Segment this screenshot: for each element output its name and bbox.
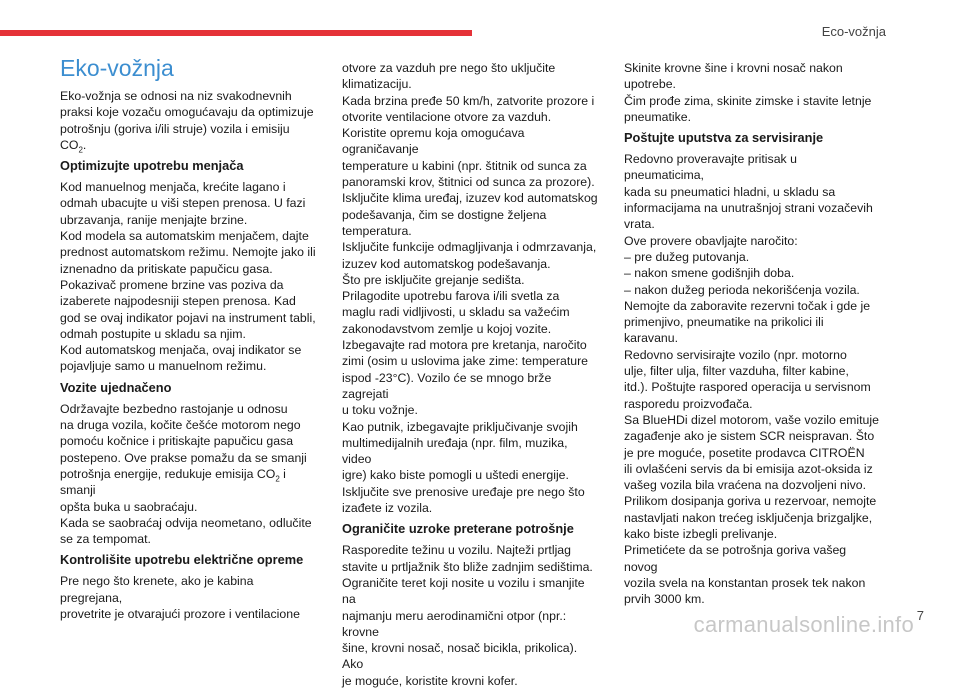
paragraph-roof-tyres: Skinite krovne šine i krovni nosač nakon upotrebe. Čim prođe zima, skinite zimske i stavite letnje pneumatike.	[624, 61, 872, 124]
heading-excess-consumption: Ograničite uzroke preterane potrošnje	[342, 521, 574, 537]
header-title: Eco-vožnja	[821, 24, 886, 39]
paragraph-servicing: Redovno proveravajte pritisak u pneumaticima, kada su pneumatici hladni, u skladu sa informacijama na unutrašnjoj strani vozačevih vrata. Ove provere obavljajte naročito: – pre dužeg putovanja. – nakon smene godišnjih doba. – nakon dužeg perioda nekorišćenja vozila. Nemojte da zaboravite rezervni točak i gde je primenjivo, pneumatike na prikolici ili karavanu. Redovno servisirajte vozilo (npr. motorno ulje, filter ulja, filter vazduha, filter kabine, itd.). Poštujte raspored operacija u servisnom rasporedu proizvođača. Sa BlueHDi dizel motorom, vaše vozilo emituje zagađenje ako je sistem SCR neispravan. Što je pre moguće, posetite prodavca CITROËN ili ovlašćeni servis da bi emisija azot-oksida iz vašeg vozila bila vraćena na dozvoljeni nivo. Prilikom dosipanja goriva u rezervoar, nemojte nastavljati nakon trećeg isključenja brizgaljke, kako biste izbegli prelivanje. Primetićete da se potrošnja goriva vašeg novog vozila svela na konstantan prosek tek nakon prvih 3000 km.	[624, 152, 879, 607]
intro-text: Eko-vožnja se odnosi na niz svakodnevnih praksi koje vozaču omogućavaju da optimizuje potrošnju (goriva i/ili struje) vozila i emisiju CO	[60, 89, 314, 152]
heading-electrical-equipment: Kontrolišite upotrebu električne opreme	[60, 552, 304, 568]
paragraph-drive-smoothly	[60, 401, 316, 548]
column-3	[624, 60, 880, 608]
header-accent-bar	[0, 30, 472, 36]
paragraph-electrical-equipment: Pre nego što krenete, ako je kabina pregrejana, provetrite je otvarajući prozore i ventilacione	[60, 574, 300, 622]
column-2	[342, 60, 598, 689]
column-1	[60, 54, 316, 622]
heading-servicing: Poštujte uputstva za servisiranje	[624, 130, 824, 146]
intro-subscript: 2	[78, 145, 83, 155]
page-title: Eko-vožnja	[60, 55, 174, 81]
heading-drive-smoothly: Vozite ujednačeno	[60, 379, 172, 395]
paragraph-gearbox: Kod manuelnog menjača, krećite lagano i odmah ubacujte u viši stepen prenosa. U fazi ubrzavanja, ranije menjajte brzine. Kod modela sa automatskim menjačem, dajte prednost automatskom režimu. Nemojte jako ili iznenadno da pritiskate papučicu gasa. Pokazivač promene brzine vas poziva da izaberete najpodesniji stepen prenosa. Kad god se ovaj indikator pojavi na instrument tabli, odmah postupite u skladu sa njim. Kod automatskog menjača, ovaj indikator se pojavljuje samo u manuelnom režimu.	[60, 180, 316, 374]
page-number: 7	[916, 608, 924, 623]
paragraph-excess-consumption: Rasporedite težinu u vozilu. Najteži prtljag stavite u prtljažnik što bliže zadnjim sedištima. Ograničite teret koji nosite u vozilu i smanjite na najmanju meru aerodinamični otpor (npr.: krovne šine, krovni nosač, nosač bicikla, prikolica). Ako je moguće, koristite krovni kofer.	[342, 543, 593, 688]
drive-text: Održavajte bezbedno rastojanje u odnosu na druga vozila, kočite češće motorom nego pomoću kočnice i pritiskajte papučicu gasa postepeno. Ove prakse pomažu da se smanji potrošnja energije, redukuje emisija CO	[60, 401, 307, 481]
intro-paragraph	[60, 88, 316, 153]
drive-text-end: i smanji opšta buka u saobraćaju. Kada se saobraćaj odvija neometano, odlučite se za tempomat.	[60, 466, 312, 547]
heading-gearbox: Optimizujte upotrebu menjača	[60, 158, 244, 174]
intro-end: .	[82, 137, 87, 152]
paragraph-climate: otvore za vazduh pre nego što uključite klimatizaciju. Kada brzina pređe 50 km/h, zatvorite prozore i otvorite ventilacione otvore za vazduh. Koristite opremu koja omogućava ograničavanje temperature u kabini (npr. štitnik od sunca za panoramski krov, štitnici od sunca za prozore). Isključite klima uređaj, izuzev kod automatskog podešavanja, čim se dostigne željena temperatura. Isključite funkcije odmagljivanja i odmrzavanja, izuzev kod automatskog podešavanja. Što pre isključite grejanje sedišta. Prilagodite upotrebu farova i/ili svetla za maglu radi vidljivosti, u skladu sa važećim zakonodavstvom zemlje u kojoj vozite. Izbegavajte rad motora pre kretanja, naročito zimi (osim u uslovima jake zime: temperature ispod -23°C). Vozilo će se mnogo brže zagrejati u toku vožnje. Kao putnik, izbegavajte priključivanje svojih multimedijalnih uređaja (npr. film, muzika, video igre) kako biste pomogli u uštedi energije. Isključite sve prenosive uređaje pre nego što izađete iz vozila.	[342, 61, 598, 516]
watermark-text: carmanualsonline.info	[693, 612, 914, 637]
drive-subscript: 2	[275, 474, 280, 484]
